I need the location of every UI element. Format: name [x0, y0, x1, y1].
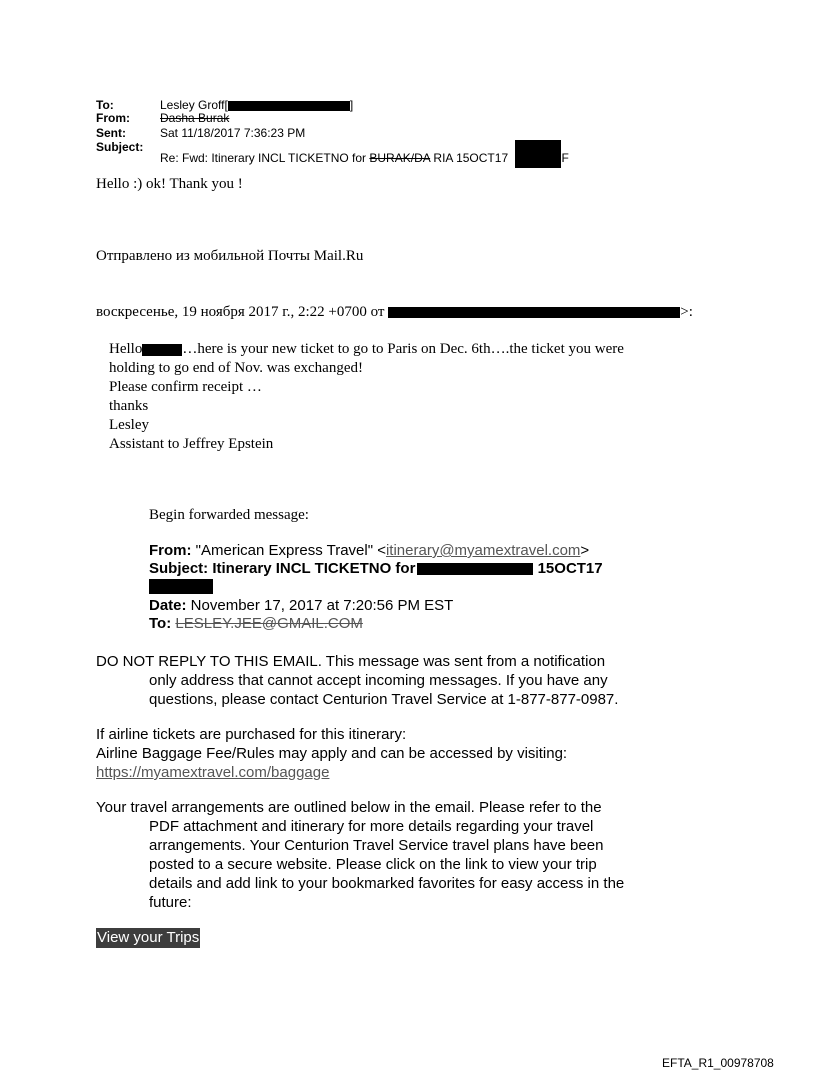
document-id: EFTA_R1_00978708 [662, 1056, 774, 1070]
notice-paragraph [96, 652, 716, 709]
view-trips-button[interactable]: View your Trips [97, 929, 200, 946]
subject-suffix: RIA 15OCT17 [430, 151, 509, 165]
message-text: …here is your new ticket to go to Paris on Dec. 6th….the ticket you were [182, 341, 624, 357]
subject-tail: F [561, 151, 569, 165]
baggage-link[interactable]: https://myamextravel.com/baggage [96, 764, 330, 781]
travel-line: Your travel arrangements are outlined below in the email. Please refer to the [96, 799, 602, 816]
sent-value: Sat 11/18/2017 7:36:23 PM [160, 126, 306, 140]
travel-line: posted to a secure website. Please click on the link to view your trip [149, 856, 597, 873]
subject-prefix: Re: Fwd: Itinerary INCL TICKETNO for [160, 151, 370, 165]
redaction-bar [515, 140, 561, 168]
subject-struck: BURAK/DA [369, 151, 431, 165]
message-line: holding to go end of Nov. was exchanged! [109, 360, 363, 376]
forwarded-from-email-link[interactable]: itinerary@myamextravel.com [385, 542, 581, 559]
message-line: Please confirm receipt … [109, 379, 262, 395]
header-row-sent [96, 126, 656, 140]
subject-label: Subject: [96, 140, 144, 154]
forwarded-from-name: "American Express Travel" < [191, 542, 386, 559]
redaction-bar [417, 563, 533, 575]
forwarded-subject-suffix: 15OCT17 [533, 560, 603, 577]
to-value: Lesley Groff[ [160, 98, 228, 112]
redaction-bar [142, 344, 182, 356]
quote-line-suffix: >: [680, 304, 693, 320]
lesley-message [109, 340, 709, 460]
travel-line: arrangements. Your Centurion Travel Service travel plans have been [149, 837, 604, 854]
quote-line-prefix: воскресенье, 19 ноября 2017 г., 2:22 +0700 от [96, 304, 389, 320]
email-header [96, 98, 656, 165]
forwarded-from-line [149, 542, 589, 559]
travel-line: PDF attachment and itinerary for more details regarding your travel [149, 818, 594, 835]
notice-line: questions, please contact Centurion Travel Service at 1-877-877-0987. [149, 691, 619, 708]
reply-greeting: Hello :) ok! Thank you ! [96, 176, 243, 192]
to-tail: ] [349, 98, 354, 112]
quote-header-line [96, 303, 693, 322]
header-row-subject [96, 140, 656, 165]
notice-line: DO NOT REPLY TO THIS EMAIL. This message was sent from a notification [96, 653, 606, 670]
redaction-bar [388, 307, 680, 318]
forwarded-to-value: LESLEY.JEE@GMAIL.COM [175, 615, 363, 632]
forwarded-to-label: To: [149, 615, 172, 632]
message-line [109, 340, 709, 359]
message-greeting: Hello [109, 341, 143, 357]
sent-from-line: Отправлено из мобильной Почты Mail.Ru [96, 248, 364, 264]
travel-line: future: [149, 894, 192, 911]
from-label: From: [96, 111, 130, 125]
sent-label: Sent: [96, 126, 126, 140]
message-line: thanks [109, 398, 149, 414]
forwarded-subject-label: Subject: Itinerary INCL TICKETNO for [149, 560, 416, 577]
forwarded-date-label: Date: [149, 597, 187, 614]
forwarded-from-label: From: [149, 542, 192, 559]
forwarded-from-close: > [580, 542, 590, 559]
header-row-from [96, 111, 656, 125]
message-line: Assistant to Jeffrey Epstein [109, 436, 274, 452]
airline-paragraph [96, 725, 716, 782]
forwarded-subject-line [149, 560, 603, 577]
travel-paragraph [96, 798, 716, 912]
forwarded-to-line [149, 615, 363, 632]
message-line: Lesley [109, 417, 149, 433]
notice-line: only address that cannot accept incoming messages. If you have any [149, 672, 608, 689]
to-label: To: [96, 98, 114, 112]
redaction-bar [149, 579, 213, 594]
airline-line: If airline tickets are purchased for this itinerary: [96, 726, 407, 743]
airline-line: Airline Baggage Fee/Rules may apply and can be accessed by visiting: [96, 745, 568, 762]
forwarded-date-line [149, 597, 453, 614]
forwarded-date-value: November 17, 2017 at 7:20:56 PM EST [186, 597, 454, 614]
travel-line: details and add link to your bookmarked favorites for easy access in the [149, 875, 625, 892]
from-value: Dasha Burak [160, 111, 230, 125]
forwarded-intro: Begin forwarded message: [149, 507, 309, 523]
redaction-bar [228, 101, 350, 111]
header-row-to [96, 98, 656, 112]
